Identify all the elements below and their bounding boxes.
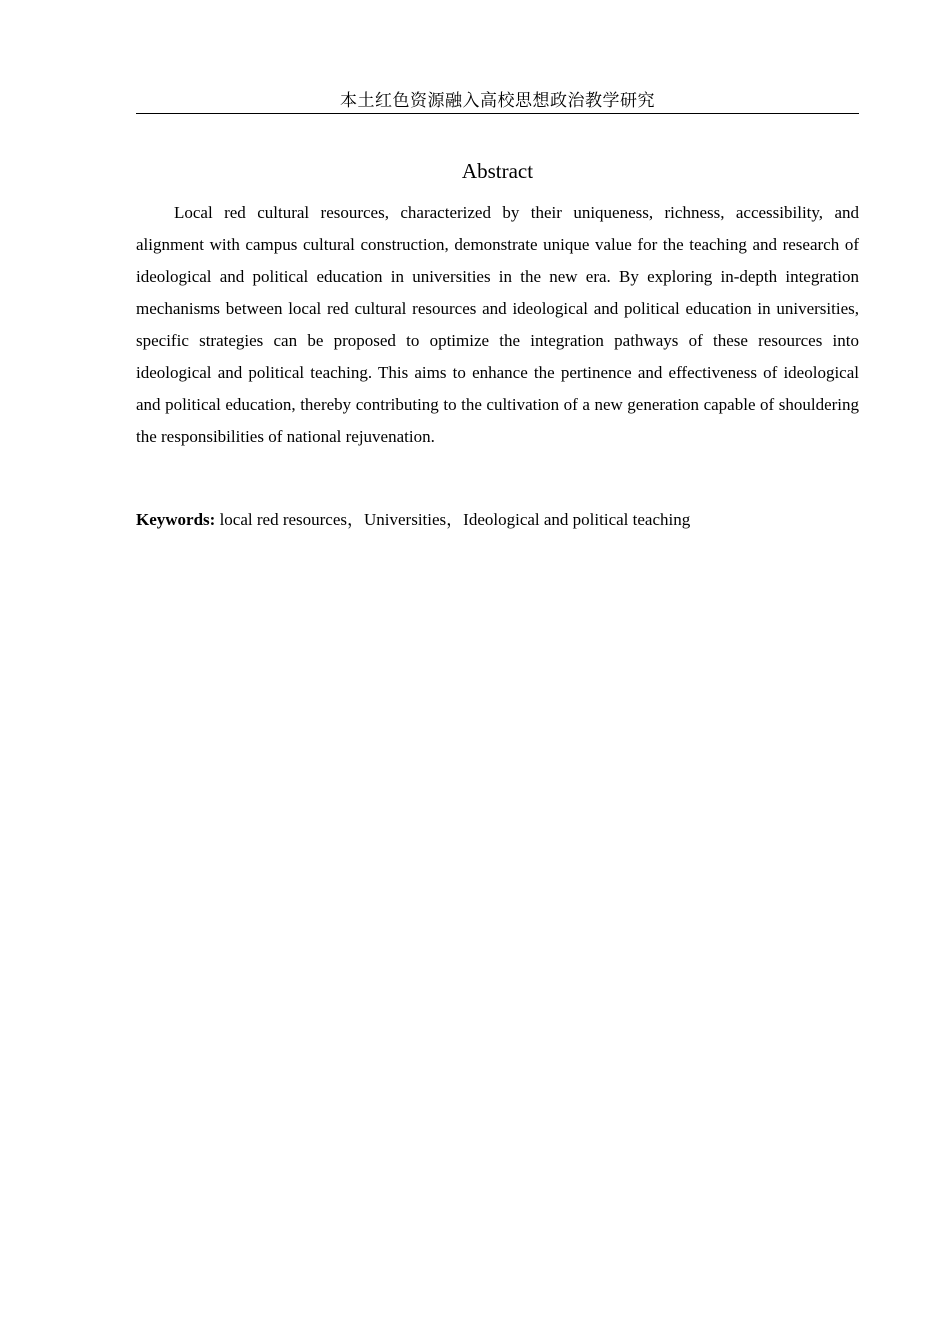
header-rule xyxy=(136,113,859,114)
keywords-line xyxy=(136,505,859,535)
running-header: 本土红色资源融入高校思想政治教学研究 xyxy=(340,91,655,111)
abstract-heading: Abstract xyxy=(461,159,534,183)
abstract-body: Local red cultural resources, characterized by their uniqueness, richness, accessibility, and alignment with campus cultural construction, demonstrate unique value for the teaching and research of ideological and political education in universities in the new era. By exploring in-depth integration mechanisms between local red cultural resources and ideological and political education in universities, specific strategies can be proposed to optimize the integration pathways of these resources into ideological and political teaching. This aims to enhance the pertinence and effectiveness of ideological and political education, thereby contributing to the cultivation of a new generation capable of shouldering the responsibilities of national rejuvenation. xyxy=(136,203,859,446)
keywords-text: local red resources，Universities，Ideological and political teaching xyxy=(219,510,691,529)
keywords-label: Keywords: xyxy=(136,510,216,529)
